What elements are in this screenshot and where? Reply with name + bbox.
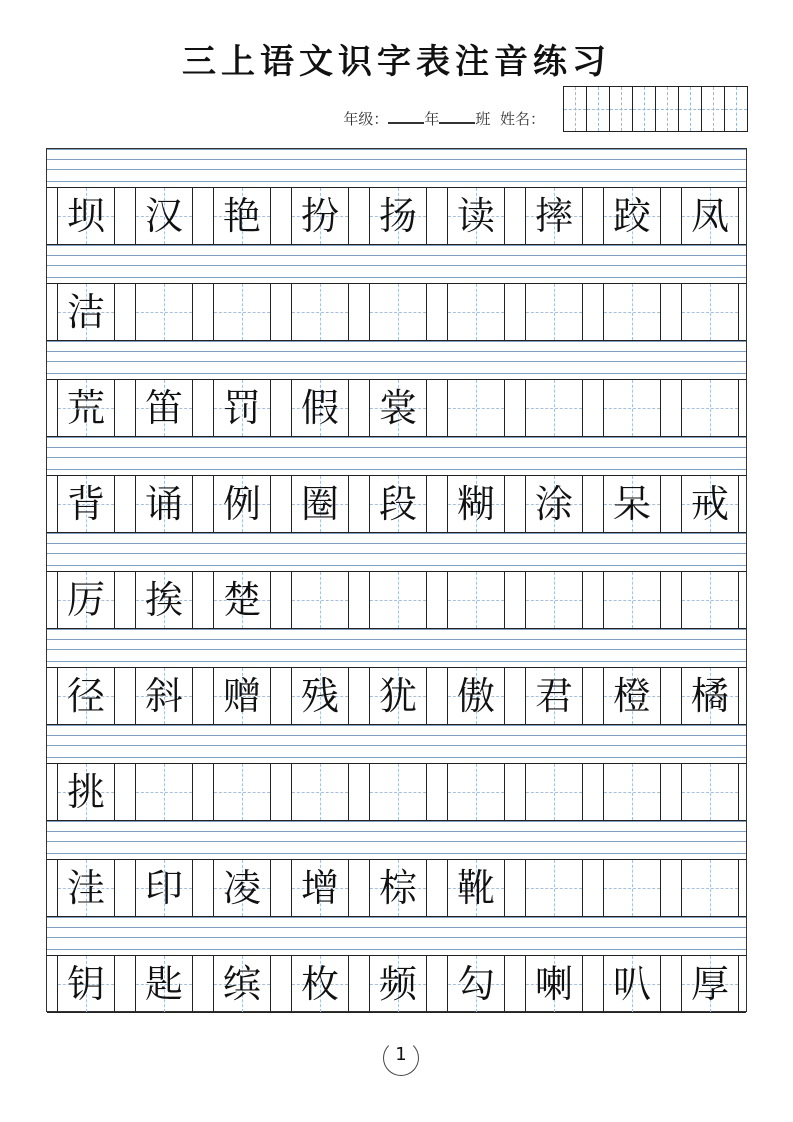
hanzi-character: 楚 bbox=[222, 578, 261, 622]
tianzige-cell[interactable] bbox=[681, 572, 739, 628]
tianzige-cell[interactable] bbox=[135, 188, 193, 244]
tianzige-cell[interactable] bbox=[135, 476, 193, 532]
character-row bbox=[47, 667, 746, 725]
hanzi-character: 笛 bbox=[144, 386, 183, 430]
hanzi-character: 橙 bbox=[612, 674, 651, 718]
tianzige-cell[interactable] bbox=[57, 764, 115, 820]
hanzi-character: 棕 bbox=[378, 866, 417, 910]
hanzi-character bbox=[448, 764, 504, 820]
hanzi-character: 扬 bbox=[378, 194, 417, 238]
pinyin-guide-line bbox=[47, 437, 746, 438]
tianzige-cell[interactable] bbox=[291, 572, 349, 628]
hanzi-character: 裳 bbox=[378, 386, 417, 430]
tianzige-cell[interactable] bbox=[57, 380, 115, 436]
pinyin-guide-line bbox=[47, 757, 746, 758]
hanzi-character: 残 bbox=[300, 674, 339, 718]
character-row bbox=[47, 475, 746, 533]
tianzige-cell[interactable] bbox=[603, 572, 661, 628]
hanzi-character: 叭 bbox=[612, 962, 651, 1006]
pinyin-lines[interactable] bbox=[47, 821, 746, 859]
tianzige-cell[interactable] bbox=[447, 764, 505, 820]
pinyin-guide-line bbox=[47, 469, 746, 470]
pinyin-guide-line bbox=[47, 735, 746, 736]
hanzi-character: 艳 bbox=[222, 194, 261, 238]
hanzi-character: 径 bbox=[66, 674, 105, 718]
tianzige-cell[interactable] bbox=[525, 380, 583, 436]
tianzige-cell[interactable] bbox=[603, 956, 661, 1012]
hanzi-character bbox=[604, 380, 660, 436]
tianzige-cell[interactable] bbox=[369, 668, 427, 724]
pinyin-guide-line bbox=[47, 821, 746, 822]
tianzige-cell[interactable] bbox=[213, 284, 271, 340]
tianzige-cell[interactable] bbox=[213, 380, 271, 436]
hanzi-character: 洼 bbox=[66, 866, 105, 910]
tianzige-cell[interactable] bbox=[681, 668, 739, 724]
tianzige-cell[interactable] bbox=[447, 188, 505, 244]
hanzi-character: 段 bbox=[378, 482, 417, 526]
hanzi-character: 挑 bbox=[66, 770, 105, 814]
pinyin-guide-line bbox=[47, 245, 746, 246]
hanzi-character: 荒 bbox=[66, 386, 105, 430]
hanzi-character bbox=[526, 380, 582, 436]
hanzi-character bbox=[526, 764, 582, 820]
pinyin-lines[interactable] bbox=[47, 629, 746, 667]
hanzi-character: 洁 bbox=[66, 290, 105, 334]
name-grid-cell[interactable] bbox=[702, 87, 725, 131]
tianzige-cell[interactable] bbox=[447, 380, 505, 436]
pinyin-guide-line bbox=[47, 937, 746, 938]
hanzi-character: 斜 bbox=[144, 674, 183, 718]
pinyin-guide-line bbox=[47, 447, 746, 448]
hanzi-character: 君 bbox=[534, 674, 573, 718]
hanzi-character bbox=[682, 860, 738, 916]
pinyin-guide-line bbox=[47, 725, 746, 726]
hanzi-character: 背 bbox=[66, 482, 105, 526]
hanzi-character: 傲 bbox=[456, 674, 495, 718]
tianzige-cell[interactable] bbox=[291, 668, 349, 724]
grade-label: 年级： bbox=[343, 110, 389, 128]
name-grid-cell[interactable] bbox=[633, 87, 656, 131]
tianzige-cell[interactable] bbox=[291, 956, 349, 1012]
tianzige-cell[interactable] bbox=[681, 284, 739, 340]
character-row bbox=[47, 283, 746, 341]
name-grid-cell[interactable] bbox=[564, 87, 587, 131]
hanzi-character bbox=[682, 764, 738, 820]
tianzige-cell[interactable] bbox=[525, 476, 583, 532]
pinyin-lines[interactable] bbox=[47, 917, 746, 955]
hanzi-character bbox=[526, 284, 582, 340]
hanzi-character: 厉 bbox=[66, 578, 105, 622]
pinyin-lines[interactable] bbox=[47, 533, 746, 571]
hanzi-character bbox=[604, 572, 660, 628]
pinyin-guide-line bbox=[47, 181, 746, 182]
pinyin-guide-line bbox=[47, 361, 746, 362]
hanzi-character bbox=[370, 284, 426, 340]
hanzi-character bbox=[214, 764, 270, 820]
tianzige-cell[interactable] bbox=[135, 956, 193, 1012]
hanzi-character: 读 bbox=[456, 194, 495, 238]
pinyin-guide-line bbox=[47, 373, 746, 374]
name-grid-cell[interactable] bbox=[679, 87, 702, 131]
tianzige-cell[interactable] bbox=[213, 476, 271, 532]
tianzige-cell[interactable] bbox=[447, 860, 505, 916]
hanzi-character bbox=[136, 764, 192, 820]
tianzige-cell[interactable] bbox=[213, 188, 271, 244]
hanzi-character bbox=[604, 860, 660, 916]
tianzige-cell[interactable] bbox=[681, 956, 739, 1012]
page-number-text: 1 bbox=[395, 1044, 407, 1065]
pinyin-guide-line bbox=[47, 629, 746, 630]
tianzige-cell[interactable] bbox=[681, 188, 739, 244]
hanzi-character: 呆 bbox=[612, 482, 651, 526]
pinyin-guide-line bbox=[47, 853, 746, 854]
hanzi-character: 罚 bbox=[222, 386, 261, 430]
pinyin-guide-line bbox=[47, 255, 746, 256]
hanzi-character bbox=[214, 284, 270, 340]
pinyin-lines[interactable] bbox=[47, 725, 746, 763]
tianzige-cell[interactable] bbox=[135, 380, 193, 436]
pinyin-guide-line bbox=[47, 351, 746, 352]
hanzi-character bbox=[370, 572, 426, 628]
page-number bbox=[381, 1038, 421, 1074]
hanzi-character: 喇 bbox=[534, 962, 573, 1006]
name-grid-cell[interactable] bbox=[656, 87, 679, 131]
tianzige-cell[interactable] bbox=[369, 956, 427, 1012]
tianzige-cell[interactable] bbox=[135, 284, 193, 340]
name-grid-cell[interactable] bbox=[587, 87, 610, 131]
hanzi-character: 勾 bbox=[456, 962, 495, 1006]
name-grid-cell[interactable] bbox=[725, 87, 747, 131]
hanzi-character: 糊 bbox=[456, 482, 495, 526]
tianzige-cell[interactable] bbox=[369, 860, 427, 916]
tianzige-cell[interactable] bbox=[57, 188, 115, 244]
hanzi-character bbox=[604, 284, 660, 340]
tianzige-cell[interactable] bbox=[603, 764, 661, 820]
hanzi-character bbox=[526, 572, 582, 628]
character-row bbox=[47, 187, 746, 245]
tianzige-cell[interactable] bbox=[525, 668, 583, 724]
pinyin-guide-line bbox=[47, 169, 746, 170]
hanzi-character: 扮 bbox=[300, 194, 339, 238]
character-row bbox=[47, 763, 746, 821]
character-row bbox=[47, 571, 746, 629]
tianzige-cell[interactable] bbox=[213, 668, 271, 724]
pinyin-guide-line bbox=[47, 277, 746, 278]
hanzi-character: 凤 bbox=[690, 194, 729, 238]
tianzige-cell[interactable] bbox=[525, 572, 583, 628]
tianzige-cell[interactable] bbox=[57, 476, 115, 532]
pinyin-guide-line bbox=[47, 533, 746, 534]
hanzi-character bbox=[292, 284, 348, 340]
tianzige-cell[interactable] bbox=[291, 764, 349, 820]
hanzi-character: 匙 bbox=[144, 962, 183, 1006]
pinyin-guide-line bbox=[47, 565, 746, 566]
grade-blank[interactable] bbox=[388, 108, 424, 124]
tianzige-cell[interactable] bbox=[291, 284, 349, 340]
tianzige-cell[interactable] bbox=[291, 860, 349, 916]
hanzi-character bbox=[370, 764, 426, 820]
tianzige-cell[interactable] bbox=[603, 188, 661, 244]
hanzi-character: 缤 bbox=[222, 962, 261, 1006]
tianzige-cell[interactable] bbox=[369, 380, 427, 436]
hanzi-character: 靴 bbox=[456, 866, 495, 910]
tianzige-cell[interactable] bbox=[447, 668, 505, 724]
hanzi-character: 涂 bbox=[534, 482, 573, 526]
name-writing-grid[interactable] bbox=[563, 86, 748, 132]
tianzige-cell[interactable] bbox=[135, 668, 193, 724]
student-info bbox=[343, 108, 545, 129]
hanzi-character: 厚 bbox=[690, 962, 729, 1006]
hanzi-character: 戒 bbox=[690, 482, 729, 526]
tianzige-cell[interactable] bbox=[447, 572, 505, 628]
pinyin-guide-line bbox=[47, 341, 746, 342]
pinyin-lines[interactable] bbox=[47, 341, 746, 379]
tianzige-cell[interactable] bbox=[525, 764, 583, 820]
tianzige-cell[interactable] bbox=[603, 380, 661, 436]
hanzi-character bbox=[292, 764, 348, 820]
year-label: 年 bbox=[424, 110, 440, 128]
pinyin-guide-line bbox=[47, 149, 746, 150]
hanzi-character: 犹 bbox=[378, 674, 417, 718]
tianzige-cell[interactable] bbox=[447, 284, 505, 340]
page-title: 三上语文识字表注音练习 bbox=[182, 42, 611, 82]
tianzige-cell[interactable] bbox=[57, 572, 115, 628]
hanzi-character: 假 bbox=[300, 386, 339, 430]
hanzi-character: 枚 bbox=[300, 962, 339, 1006]
tianzige-cell[interactable] bbox=[57, 284, 115, 340]
hanzi-character: 摔 bbox=[534, 194, 573, 238]
tianzige-cell[interactable] bbox=[369, 284, 427, 340]
tianzige-cell[interactable] bbox=[603, 860, 661, 916]
tianzige-cell[interactable] bbox=[681, 476, 739, 532]
character-row bbox=[47, 859, 746, 917]
character-row bbox=[47, 379, 746, 437]
hanzi-character bbox=[682, 380, 738, 436]
hanzi-character: 凌 bbox=[222, 866, 261, 910]
tianzige-cell[interactable] bbox=[213, 572, 271, 628]
tianzige-cell[interactable] bbox=[603, 668, 661, 724]
tianzige-cell[interactable] bbox=[681, 380, 739, 436]
pinyin-lines[interactable] bbox=[47, 245, 746, 283]
tianzige-cell[interactable] bbox=[369, 476, 427, 532]
tianzige-cell[interactable] bbox=[291, 380, 349, 436]
tianzige-cell[interactable] bbox=[135, 572, 193, 628]
tianzige-cell[interactable] bbox=[603, 476, 661, 532]
pinyin-guide-line bbox=[47, 917, 746, 918]
tianzige-cell[interactable] bbox=[213, 956, 271, 1012]
tianzige-cell[interactable] bbox=[525, 956, 583, 1012]
pinyin-guide-line bbox=[47, 831, 746, 832]
pinyin-guide-line bbox=[47, 661, 746, 662]
hanzi-character: 例 bbox=[222, 482, 261, 526]
tianzige-cell[interactable] bbox=[369, 572, 427, 628]
pinyin-guide-line bbox=[47, 639, 746, 640]
pinyin-guide-line bbox=[47, 745, 746, 746]
hanzi-character bbox=[526, 860, 582, 916]
hanzi-character: 橘 bbox=[690, 674, 729, 718]
hanzi-character: 钥 bbox=[66, 962, 105, 1006]
tianzige-cell[interactable] bbox=[525, 284, 583, 340]
hanzi-character: 频 bbox=[378, 962, 417, 1006]
tianzige-cell[interactable] bbox=[525, 188, 583, 244]
class-label: 班 bbox=[475, 110, 491, 128]
tianzige-cell[interactable] bbox=[681, 860, 739, 916]
tianzige-cell[interactable] bbox=[213, 860, 271, 916]
tianzige-cell[interactable] bbox=[135, 860, 193, 916]
pinyin-guide-line bbox=[47, 553, 746, 554]
hanzi-character: 赠 bbox=[222, 674, 261, 718]
hanzi-character bbox=[292, 572, 348, 628]
pinyin-lines[interactable] bbox=[47, 437, 746, 475]
hanzi-character bbox=[448, 284, 504, 340]
tianzige-cell[interactable] bbox=[603, 284, 661, 340]
pinyin-guide-line bbox=[47, 159, 746, 160]
hanzi-character: 增 bbox=[300, 866, 339, 910]
pinyin-guide-line bbox=[47, 457, 746, 458]
tianzige-cell[interactable] bbox=[57, 956, 115, 1012]
pinyin-guide-line bbox=[47, 927, 746, 928]
hanzi-character bbox=[136, 284, 192, 340]
pinyin-guide-line bbox=[47, 265, 746, 266]
hanzi-character: 坝 bbox=[66, 194, 105, 238]
tianzige-cell[interactable] bbox=[447, 956, 505, 1012]
tianzige-cell[interactable] bbox=[135, 764, 193, 820]
tianzige-cell[interactable] bbox=[369, 764, 427, 820]
tianzige-cell[interactable] bbox=[291, 188, 349, 244]
pinyin-guide-line bbox=[47, 841, 746, 842]
name-label: 姓名： bbox=[499, 110, 545, 128]
tianzige-cell[interactable] bbox=[369, 188, 427, 244]
tianzige-cell[interactable] bbox=[57, 668, 115, 724]
practice-sheet bbox=[46, 148, 747, 1012]
tianzige-cell[interactable] bbox=[291, 476, 349, 532]
hanzi-character bbox=[448, 572, 504, 628]
pinyin-guide-line bbox=[47, 543, 746, 544]
pinyin-guide-line bbox=[47, 649, 746, 650]
hanzi-character: 印 bbox=[144, 866, 183, 910]
class-blank[interactable] bbox=[439, 108, 475, 124]
hanzi-character: 圈 bbox=[300, 482, 339, 526]
tianzige-cell[interactable] bbox=[447, 476, 505, 532]
hanzi-character: 跤 bbox=[612, 194, 651, 238]
hanzi-character: 诵 bbox=[144, 482, 183, 526]
hanzi-character: 汉 bbox=[144, 194, 183, 238]
tianzige-cell[interactable] bbox=[57, 860, 115, 916]
hanzi-character bbox=[448, 380, 504, 436]
name-grid-cell[interactable] bbox=[610, 87, 633, 131]
hanzi-character bbox=[682, 284, 738, 340]
hanzi-character bbox=[682, 572, 738, 628]
hanzi-character: 挨 bbox=[144, 578, 183, 622]
pinyin-guide-line bbox=[47, 949, 746, 950]
tianzige-cell[interactable] bbox=[213, 764, 271, 820]
pinyin-lines[interactable] bbox=[47, 149, 746, 187]
tianzige-cell[interactable] bbox=[525, 860, 583, 916]
tianzige-cell[interactable] bbox=[681, 764, 739, 820]
hanzi-character bbox=[604, 764, 660, 820]
character-row bbox=[47, 955, 746, 1013]
